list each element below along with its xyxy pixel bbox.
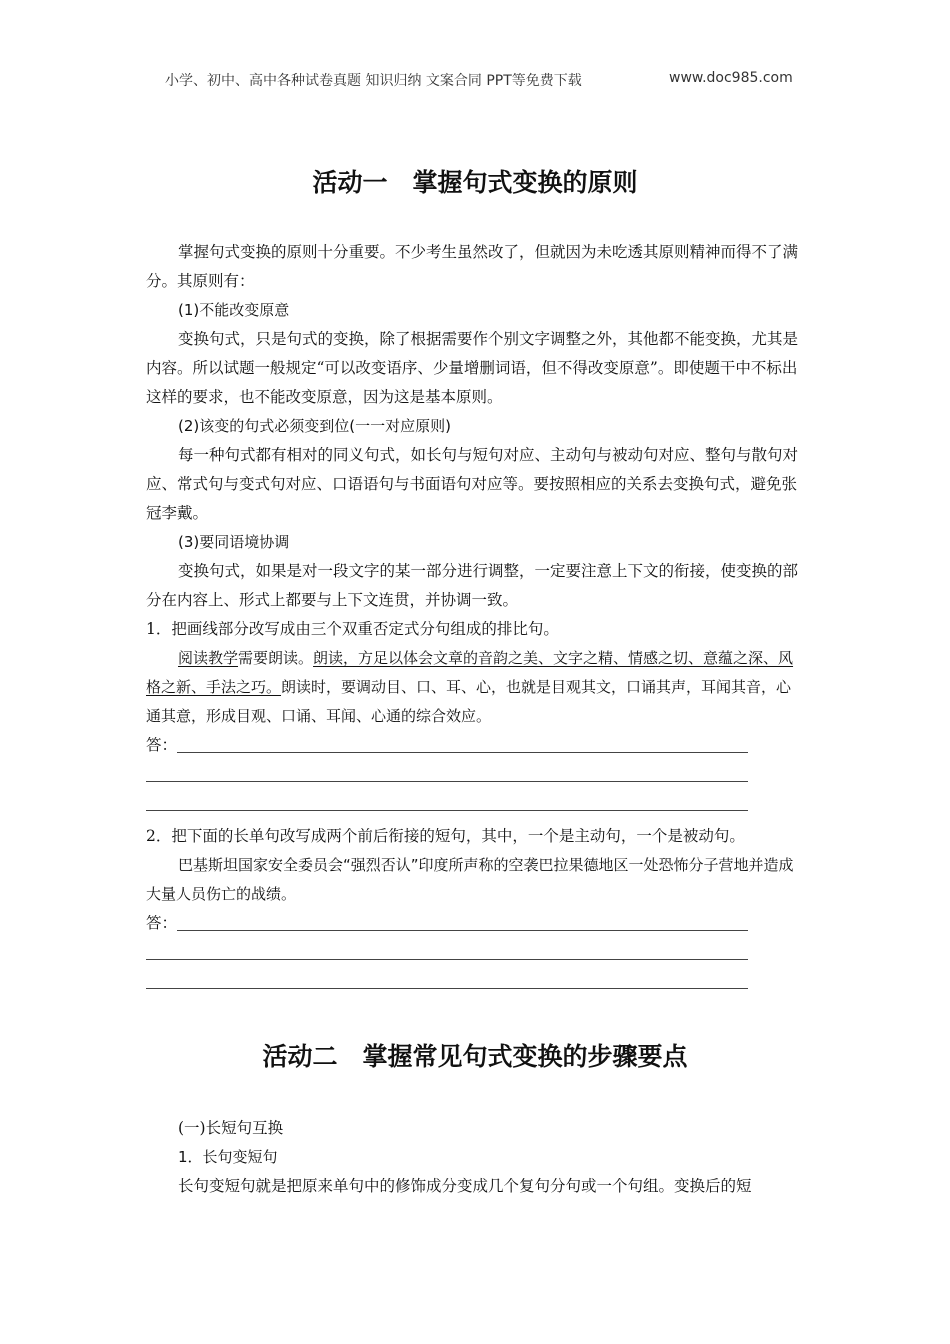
section2-title: 活动二 掌握常见句式变换的步骤要点 <box>262 1042 688 1071</box>
principle-1-body: 变换句式，只是句式的变换，除了根据需要作个别文字调整之外，其他都不能变换，尤其是内容。所以试题一般规定“可以改变语序、少量增删词语，但不得改变原意”。即使题干中不标出这样的要求，也不能改变原意，因为这是基本原则。 <box>146 330 799 406</box>
question-2-prompt: 2．把下面的长单句改写成两个前后衔接的短句，其中，一个是主动句，一个是被动句。 <box>146 827 745 845</box>
q1-answer-label: 答： <box>146 736 178 754</box>
q1-underlined-b: 朗读，方足以体会文章的音韵之美、文字之精、情感之切、意蕴之深、风格之新、手法之巧。 <box>146 649 794 696</box>
principle-2-heading: (2)该变的句式必须变到位(一一对应原则) <box>178 417 451 435</box>
q2-answer-line-1[interactable] <box>146 909 748 938</box>
principle-2-body: 每一种句式都有相对的同义句式，如长句与短句对应、主动句与被动句对应、整句与散句对应、常式句与变式句对应、口语语句与书面语句对应等。要按照相应的关系去变换句式，避免张冠李戴。 <box>146 446 799 522</box>
q1-answer-line-2[interactable] <box>146 760 748 789</box>
q2-answer-label: 答： <box>146 914 178 932</box>
section1-body <box>146 238 806 996</box>
q1-plain-a: 需要朗读。 <box>238 649 314 667</box>
principle-3-heading: (3)要同语境协调 <box>178 533 290 551</box>
q2-answer-line-2[interactable] <box>146 938 748 967</box>
question-2-passage: 巴基斯坦国家安全委员会“强烈否认”印度所声称的空袭巴拉果德地区一处恐怖分子营地并造成大量人员伤亡的战绩。 <box>146 856 794 903</box>
section2-sub1-1: 1．长句变短句 <box>178 1148 278 1166</box>
q1-answer-line-1[interactable] <box>146 731 748 760</box>
principle-3-body: 变换句式，如果是对一段文字的某一部分进行调整，一定要注意上下文的衔接，使变换的部分在内容上、形式上都要与上下文连贯，并协调一致。 <box>146 562 799 609</box>
question-1-passage <box>146 644 806 731</box>
q1-underlined-a: 阅读教学 <box>178 649 239 667</box>
section2-body-text: 长句变短句就是把原来单句中的修饰成分变成几个复句分句或一个句组。变换后的短 <box>178 1177 752 1195</box>
page-header <box>0 66 950 92</box>
principle-1-heading: (1)不能改变原意 <box>178 301 290 319</box>
section2-body <box>146 1114 806 1201</box>
header-site-text: 小学、初中、高中各种试卷真题 知识归纳 文案合同 PPT等免费下载 <box>165 73 582 89</box>
section1-title: 活动一 掌握句式变换的原则 <box>312 168 638 197</box>
q1-answer-line-3[interactable] <box>146 789 748 818</box>
question-1-prompt: 1．把画线部分改写成由三个双重否定式分句组成的排比句。 <box>146 620 559 638</box>
intro-paragraph: 掌握句式变换的原则十分重要。不少考生虽然改了，但就因为未吃透其原则精神而得不了满分。其原则有： <box>146 243 799 290</box>
q2-answer-fill[interactable] <box>177 910 748 931</box>
q2-answer-line-3[interactable] <box>146 967 748 996</box>
q1-plain-b: 朗读时，要调动目、口、耳、心，也就是目观其文，口诵其声，耳闻其音，心通其意，形成目观、口诵、耳闻、心通的综合效应。 <box>146 678 792 725</box>
header-url[interactable]: www.doc985.com <box>669 70 793 86</box>
q1-answer-fill[interactable] <box>177 732 748 753</box>
section2-sub1: (一)长短句互换 <box>178 1119 284 1137</box>
